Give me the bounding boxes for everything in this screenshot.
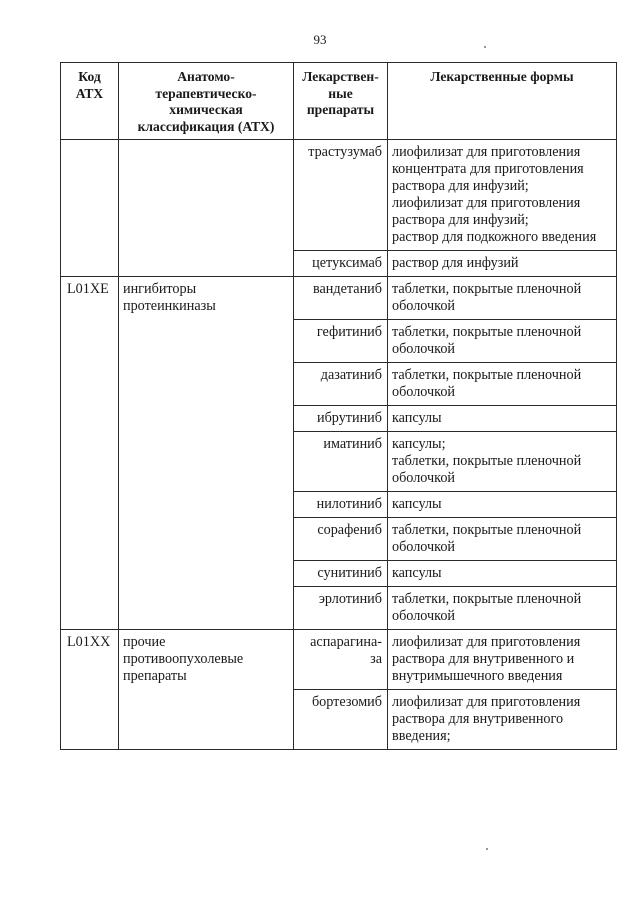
dosage-form-line: раствор для инфузий xyxy=(392,255,519,271)
dosage-form-line: оболочкой xyxy=(392,341,456,357)
drug-name-cell xyxy=(294,251,388,277)
dosage-form-line: внутримышечного введения xyxy=(392,668,563,684)
table-row xyxy=(61,518,617,561)
classification-cell xyxy=(119,690,294,750)
atx-code-cell xyxy=(61,277,119,320)
dosage-form-cell xyxy=(388,690,617,750)
table-row xyxy=(61,492,617,518)
dosage-form-line: раствора для внутривенного xyxy=(392,711,564,727)
dosage-form-line: оболочкой xyxy=(392,384,456,400)
header-forms: Лекарственные формы xyxy=(388,63,617,140)
drug-name: вандетаниб xyxy=(313,281,382,297)
atx-code-cell xyxy=(61,587,119,630)
table-row xyxy=(61,432,617,492)
drug-name: эрлотиниб xyxy=(318,591,382,607)
dosage-form-line: оболочкой xyxy=(392,539,456,555)
dosage-form-line: таблетки, покрытые пленочной xyxy=(392,281,582,297)
drug-name-cell xyxy=(294,492,388,518)
drug-name-cell xyxy=(294,277,388,320)
dosage-form-cell xyxy=(388,587,617,630)
dosage-form-line: раствор для подкожного введения xyxy=(392,229,597,245)
drug-name-cell xyxy=(294,406,388,432)
table-row xyxy=(61,277,617,320)
drug-name: нилотиниб xyxy=(316,496,382,512)
atx-code-cell xyxy=(61,251,119,277)
page-number: 93 xyxy=(313,32,327,47)
classification-cell xyxy=(119,587,294,630)
header-classification: Анатомо- терапевтическо- химическая классификация (АТХ) xyxy=(119,63,294,140)
classification-cell xyxy=(119,406,294,432)
drug-name: аспарагина- xyxy=(310,634,382,650)
atx-code: L01XX xyxy=(67,634,111,650)
drug-name-cell xyxy=(294,432,388,492)
atx-code-cell xyxy=(61,363,119,406)
drug-name: ибрутиниб xyxy=(316,410,382,426)
table-row xyxy=(61,251,617,277)
dosage-form-line: таблетки, покрытые пленочной xyxy=(392,591,582,607)
dosage-form-line: капсулы xyxy=(392,410,442,426)
table-body xyxy=(61,140,617,750)
atx-code: L01XE xyxy=(67,281,109,297)
dosage-form-line: раствора для инфузий; xyxy=(392,212,529,228)
dosage-form-line: оболочкой xyxy=(392,608,456,624)
classification-cell xyxy=(119,630,294,690)
dosage-form-line: раствора для инфузий; xyxy=(392,178,529,194)
dosage-form-cell xyxy=(388,363,617,406)
drug-name-cell xyxy=(294,320,388,363)
drug-name-cell xyxy=(294,690,388,750)
classification-cell xyxy=(119,492,294,518)
table-row xyxy=(61,140,617,251)
drug-name: сорафениб xyxy=(317,522,382,538)
dosage-form-cell xyxy=(388,140,617,251)
drug-name: бортезомиб xyxy=(311,694,382,710)
atx-code-cell xyxy=(61,518,119,561)
drug-name: трастузумаб xyxy=(308,144,382,160)
dosage-form-line: раствора для внутривенного и xyxy=(392,651,575,667)
atx-code-cell xyxy=(61,630,119,690)
drug-name: за xyxy=(370,651,382,667)
drug-name-cell xyxy=(294,363,388,406)
dosage-form-cell xyxy=(388,432,617,492)
table-row xyxy=(61,320,617,363)
dosage-form-cell xyxy=(388,492,617,518)
dosage-form-cell xyxy=(388,518,617,561)
header-code: Код АТХ xyxy=(61,63,119,140)
dosage-form-line: лиофилизат для приготовления xyxy=(392,634,581,650)
drug-name-cell xyxy=(294,587,388,630)
classification-cell xyxy=(119,518,294,561)
dosage-form-cell xyxy=(388,320,617,363)
dosage-form-line: капсулы xyxy=(392,565,442,581)
table-row xyxy=(61,561,617,587)
dosage-form-line: таблетки, покрытые пленочной xyxy=(392,522,582,538)
classification-cell xyxy=(119,320,294,363)
table-row xyxy=(61,363,617,406)
dosage-form-cell xyxy=(388,630,617,690)
drug-name: иматиниб xyxy=(323,436,382,452)
dosage-form-line: лиофилизат для приготовления xyxy=(392,144,581,160)
drug-name-cell xyxy=(294,561,388,587)
dosage-form-line: таблетки, покрытые пленочной xyxy=(392,453,582,469)
scan-speck xyxy=(484,46,486,48)
table-row xyxy=(61,406,617,432)
atx-code-cell xyxy=(61,561,119,587)
classification-cell xyxy=(119,251,294,277)
atx-code-cell xyxy=(61,320,119,363)
dosage-form-line: лиофилизат для приготовления xyxy=(392,694,581,710)
dosage-form-line: оболочкой xyxy=(392,470,456,486)
dosage-form-cell xyxy=(388,406,617,432)
drug-name: сунитиниб xyxy=(317,565,382,581)
atx-code-cell xyxy=(61,492,119,518)
dosage-form-line: таблетки, покрытые пленочной xyxy=(392,367,582,383)
dosage-form-line: оболочкой xyxy=(392,298,456,314)
drug-name-cell xyxy=(294,518,388,561)
classification-line: прочие xyxy=(123,634,166,650)
atx-drug-table xyxy=(60,62,617,750)
scan-speck xyxy=(486,848,488,850)
classification-cell xyxy=(119,561,294,587)
drug-name-cell xyxy=(294,140,388,251)
classification-cell xyxy=(119,277,294,320)
classification-cell xyxy=(119,140,294,251)
atx-code-cell xyxy=(61,690,119,750)
atx-code-cell xyxy=(61,140,119,251)
dosage-form-line: капсулы xyxy=(392,496,442,512)
classification-line: протеинкиназы xyxy=(123,298,216,314)
dosage-form-line: введения; xyxy=(392,728,451,744)
dosage-form-cell xyxy=(388,277,617,320)
dosage-form-cell xyxy=(388,251,617,277)
classification-line: препараты xyxy=(123,668,187,684)
table-row xyxy=(61,690,617,750)
classification-line: ингибиторы xyxy=(123,281,197,297)
classification-cell xyxy=(119,432,294,492)
header-drugs: Лекарствен- ные препараты xyxy=(294,63,388,140)
table-row xyxy=(61,587,617,630)
atx-code-cell xyxy=(61,432,119,492)
drug-name-cell xyxy=(294,630,388,690)
classification-line: противоопухолевые xyxy=(123,651,244,667)
atx-code-cell xyxy=(61,406,119,432)
dosage-form-cell xyxy=(388,561,617,587)
table-row xyxy=(61,630,617,690)
dosage-form-line: концентрата для приготовления xyxy=(392,161,584,177)
drug-name: дазатиниб xyxy=(320,367,382,383)
table-header-row xyxy=(61,63,617,140)
drug-name: гефитиниб xyxy=(316,324,382,340)
dosage-form-line: таблетки, покрытые пленочной xyxy=(392,324,582,340)
drug-name: цетуксимаб xyxy=(312,255,382,271)
dosage-form-line: лиофилизат для приготовления xyxy=(392,195,581,211)
classification-cell xyxy=(119,363,294,406)
dosage-form-line: капсулы; xyxy=(392,436,446,452)
